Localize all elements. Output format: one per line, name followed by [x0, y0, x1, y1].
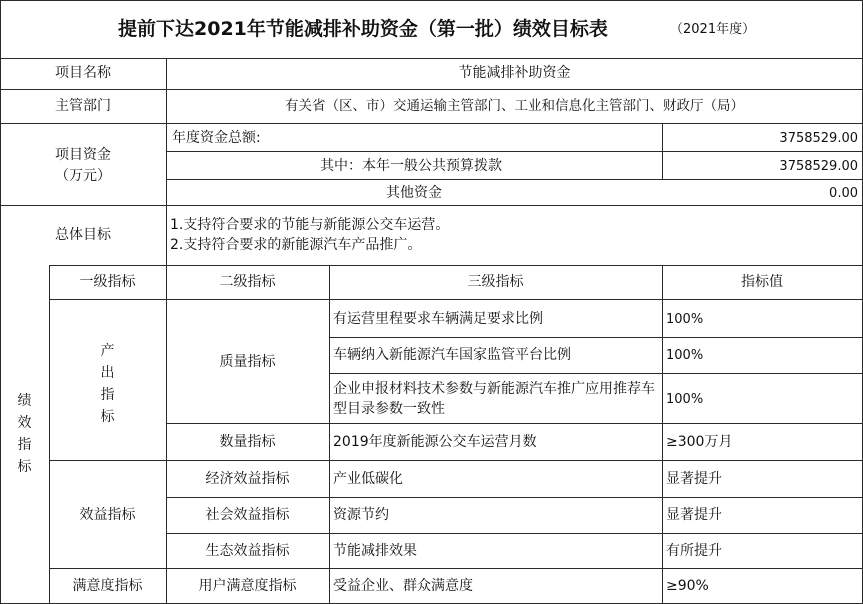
indicator-value: 显著提升: [666, 507, 722, 523]
project-name-label: 项目名称: [55, 65, 111, 81]
budget-funds-value: 3758529.00: [779, 159, 858, 174]
level2-indicator: 数量指标: [219, 434, 276, 450]
level3-indicator: 节能减排效果: [333, 543, 417, 559]
level3-indicator: 车辆纳入新能源汽车国家监管平台比例: [333, 347, 571, 363]
output-label-char: 指: [100, 387, 115, 403]
fiscal-year: （2021年度）: [670, 22, 756, 37]
indicator-value: 100%: [666, 392, 704, 407]
divider: [0, 205, 863, 206]
divider: [49, 265, 50, 604]
output-label-char: 标: [100, 409, 115, 425]
quality-label: 质量指标: [219, 354, 276, 370]
indicator-value: 有所提升: [666, 543, 722, 559]
level2-indicator: 生态效益指标: [205, 543, 290, 559]
divider: [662, 265, 663, 604]
performance-label-char: 指: [17, 437, 32, 453]
indicator-value: 显著提升: [666, 471, 722, 487]
total-funds-value: 3758529.00: [779, 131, 858, 146]
divider: [0, 58, 863, 59]
budget-funds-label: 其中：本年一般公共预算拨款: [320, 158, 502, 174]
header-level2: 二级指标: [219, 274, 276, 290]
project-name-value: 节能减排补助资金: [458, 65, 571, 81]
overall-goal-line: 2.支持符合要求的新能源汽车产品推广。: [170, 237, 422, 253]
divider: [49, 265, 863, 266]
performance-label-char: 绩: [17, 393, 32, 409]
funds-label: 项目资金: [55, 147, 111, 163]
indicator-value: 100%: [666, 312, 704, 327]
level3-indicator: 资源节约: [333, 507, 389, 523]
level2-indicator: 经济效益指标: [205, 471, 290, 487]
border-top: [0, 0, 863, 1]
other-funds-value: 0.00: [829, 186, 858, 201]
satisfaction-label: 满意度指标: [72, 578, 143, 594]
funds-unit: （万元）: [55, 168, 111, 184]
divider: [166, 423, 863, 424]
divider: [0, 89, 863, 90]
divider: [329, 337, 863, 338]
divider: [166, 58, 167, 265]
border-left: [0, 0, 1, 604]
divider: [49, 299, 863, 300]
department-value: 有关省（区、市）交通运输主管部门、工业和信息化主管部门、财政厅（局）: [285, 98, 744, 114]
header-level3: 三级指标: [467, 274, 524, 290]
level2-indicator: 社会效益指标: [205, 507, 290, 523]
indicator-value: ≥300万月: [666, 434, 733, 450]
level3-indicator: 企业申报材料技术参数与新能源汽车推广应用推荐车型目录参数一致性: [333, 381, 655, 417]
department-label: 主管部门: [55, 98, 111, 114]
performance-label-char: 效: [17, 415, 32, 431]
output-label-char: 产: [100, 343, 115, 359]
level3-indicator: 产业低碳化: [333, 471, 403, 487]
divider: [329, 373, 863, 374]
divider: [329, 265, 330, 604]
divider: [166, 151, 863, 152]
benefit-label: 效益指标: [79, 507, 136, 523]
level3-indicator: 受益企业、群众满意度: [333, 578, 473, 594]
divider: [49, 460, 863, 461]
performance-label-char: 标: [17, 459, 32, 475]
divider: [166, 533, 863, 534]
header-level1: 一级指标: [79, 274, 136, 290]
divider: [49, 568, 863, 569]
overall-goal-label: 总体目标: [55, 227, 111, 243]
output-label-char: 出: [100, 365, 115, 381]
divider: [166, 497, 863, 498]
level3-indicator: 有运营里程要求车辆满足要求比例: [333, 311, 543, 327]
level2-indicator: 用户满意度指标: [198, 578, 297, 594]
indicator-value: 100%: [666, 348, 704, 363]
indicator-value: ≥90%: [666, 578, 709, 594]
table-title: 提前下达2021年节能减排补助资金（第一批）绩效目标表: [118, 18, 608, 40]
divider: [166, 179, 863, 180]
total-funds-label: 年度资金总额:: [172, 130, 261, 146]
other-funds-label: 其他资金: [386, 185, 442, 201]
level3-indicator: 2019年度新能源公交车运营月数: [333, 434, 537, 450]
overall-goal-line: 1.支持符合要求的节能与新能源公交车运营。: [170, 217, 450, 233]
header-value: 指标值: [741, 274, 783, 290]
divider: [0, 123, 863, 124]
